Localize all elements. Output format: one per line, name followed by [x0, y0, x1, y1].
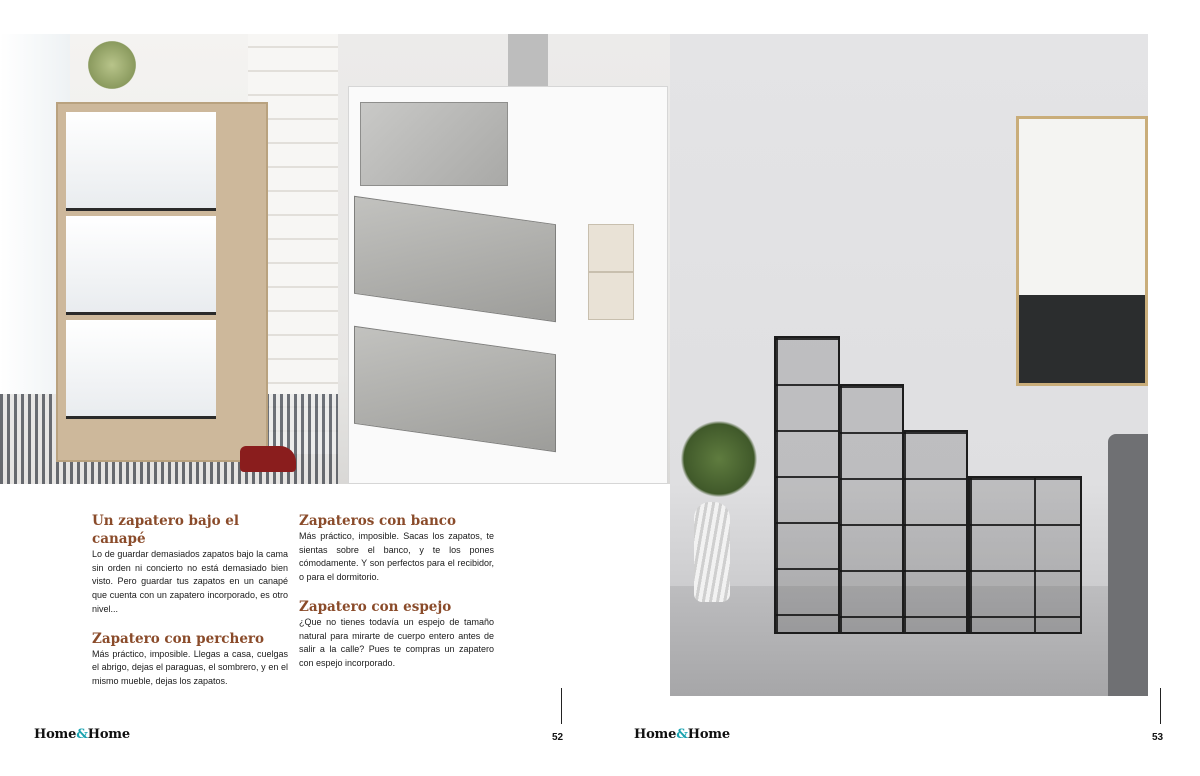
photo-mirror-shoe-cabinet	[0, 34, 338, 484]
cabinet-door	[66, 320, 216, 419]
cabinet-door	[66, 216, 216, 315]
text-column-left	[92, 512, 288, 702]
cabinet-door	[66, 112, 216, 211]
article-body: Más práctico, imposible. Sacas los zapatos, te sientas sobre el banco, y te los pones cómodamente. Y son perfectos para el recibidor, o para el dormitorio.	[299, 531, 494, 583]
plant	[82, 40, 142, 90]
open-drawer	[360, 102, 508, 186]
photo-stackable-shoe-boxes	[670, 34, 1148, 696]
article-title: Un zapatero bajo el canapé	[92, 513, 240, 547]
storage-box	[588, 272, 634, 320]
shoe-box-column	[902, 430, 968, 634]
brand-logo: Home&Home	[34, 727, 130, 742]
divider	[1160, 688, 1161, 724]
chair	[1108, 434, 1148, 696]
mirror-cabinet	[56, 102, 268, 462]
framed-art	[1016, 116, 1148, 386]
text-column-right	[299, 512, 494, 684]
plant	[674, 414, 764, 504]
shoe-box-column	[968, 476, 1082, 634]
article	[299, 598, 494, 671]
article-body: Lo de guardar demasiados zapatos bajo la cama sin orden ni concierto no está demasiado bien visto. Pero guardar tus zapatos en un canapé que cuenta con un zapatero incorporado, es otro nivel...	[92, 549, 288, 614]
storage-box	[588, 224, 634, 272]
article-title: Zapateros con banco	[299, 513, 456, 529]
page-number: 52	[552, 732, 564, 743]
shoe-box-column	[774, 336, 840, 634]
article	[92, 630, 288, 689]
page-number: 53	[1152, 732, 1164, 743]
article-title: Zapatero con perchero	[92, 630, 265, 647]
vase	[694, 502, 730, 602]
vase	[508, 34, 548, 94]
article	[92, 512, 288, 617]
article	[299, 512, 494, 585]
shoe-box-column	[838, 384, 904, 634]
article-body: ¿Que no tienes todavía un espejo de tamaño natural para mirarte de cuerpo entero antes de salir a la calle? Pues te compras un zapatero con espejo incorporado.	[299, 616, 494, 668]
article-body: Más práctico, imposible. Llegas a casa, cuelgas el abrigo, dejas el paraguas, el sombrero, y en el mismo mueble, dejas los zapatos.	[92, 648, 288, 686]
red-heels	[240, 446, 296, 472]
brand-logo: Home&Home	[634, 727, 730, 742]
article-title: Zapatero con espejo	[299, 598, 452, 615]
photo-tilt-drawer-shoe-cabinet	[338, 34, 670, 484]
divider	[561, 688, 562, 724]
